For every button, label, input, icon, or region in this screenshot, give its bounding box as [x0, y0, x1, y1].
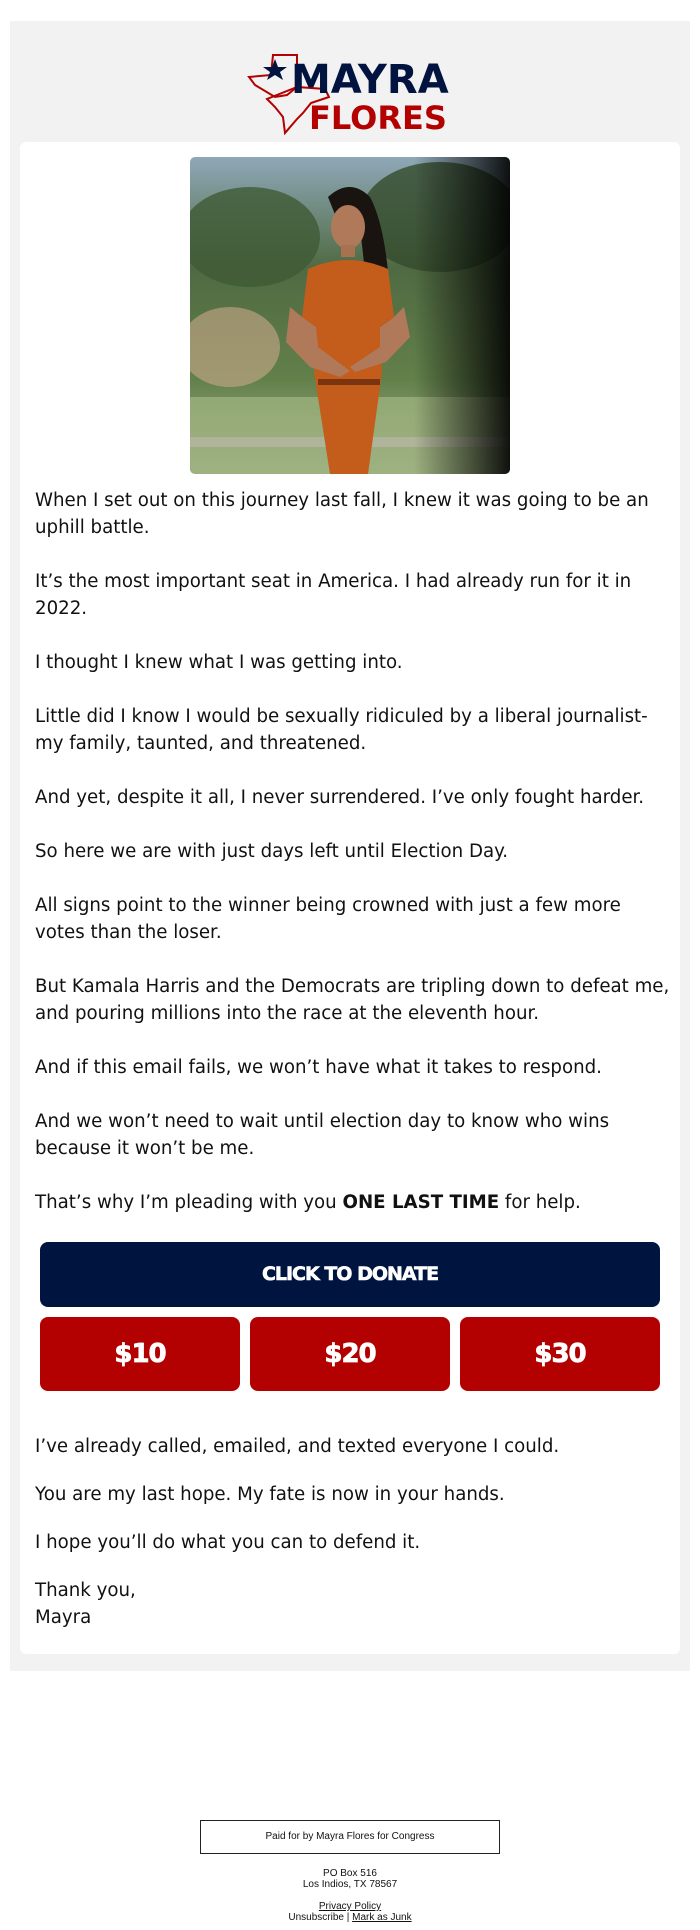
paragraph: But Kamala Harris and the Democrats are tripling down to defeat me, and pouring millions into the race at the eleventh hour.: [35, 976, 670, 1024]
paragraph: I hope you’ll do what you can to defend it.: [35, 1532, 421, 1553]
paragraph: All signs point to the winner being crowned with just a few more votes than the loser.: [35, 895, 621, 943]
paragraph: You are my last hope. My fate is now in your hands.: [35, 1484, 505, 1505]
signoff: Thank you,: [35, 1580, 136, 1601]
address-line-2: Los Indios, TX 78567: [302, 1879, 398, 1890]
plea-emphasis: ONE LAST TIME: [342, 1192, 500, 1213]
mark-as-junk-link[interactable]: Mark as Junk: [352, 1912, 412, 1923]
paragraph: And we won’t need to wait until election day to know who wins because it won’t be me.: [35, 1111, 610, 1159]
logo-first-name: MAYRA: [291, 57, 449, 103]
donate-20-button[interactable]: $20: [250, 1317, 450, 1391]
donation-amounts: [40, 1317, 660, 1391]
email-container: [10, 21, 690, 1671]
signature: Mayra: [35, 1607, 92, 1628]
logo-last-name: FLORES: [309, 99, 447, 137]
paragraph: When I set out on this journey last fall, I knew it was going to be an uphill battle.: [35, 490, 649, 538]
privacy-policy-link[interactable]: Privacy Policy: [318, 1901, 382, 1912]
paragraph: And yet, despite it all, I never surrendered. I’ve only fought harder.: [35, 787, 645, 808]
privacy-row: [0, 1901, 700, 1912]
plea-text-end: for help.: [499, 1192, 581, 1213]
email-card: [20, 142, 680, 1654]
click-to-donate-button[interactable]: CLICK TO DONATE: [40, 1242, 660, 1307]
donate-10-button[interactable]: $10: [40, 1317, 240, 1391]
unsubscribe-row: [0, 1912, 700, 1923]
paragraph: So here we are with just days left until Election Day.: [35, 841, 509, 862]
paid-for-disclaimer: Paid for by Mayra Flores for Congress: [200, 1820, 500, 1854]
paragraph-plea: [35, 1189, 675, 1216]
address-line-1: PO Box 516: [323, 1868, 377, 1879]
paragraph: It’s the most important seat in America. I had already run for it in 2022.: [35, 571, 632, 619]
paragraph: I’ve already called, emailed, and texted everyone I could.: [35, 1436, 560, 1457]
footer-separator: |: [346, 1912, 350, 1923]
candidate-portrait-photo: [190, 157, 510, 474]
paragraph: And if this email fails, we won’t have what it takes to respond.: [35, 1057, 602, 1078]
paragraph: I thought I knew what I was getting into.: [35, 652, 403, 673]
paragraph: Little did I know I would be sexually ridiculed by a liberal journalist- my family, taunted, and threatened.: [35, 706, 648, 754]
donate-30-button[interactable]: $30: [460, 1317, 660, 1391]
texas-star-logo-icon: [245, 37, 455, 137]
unsubscribe-link[interactable]: Unsubscribe: [288, 1912, 344, 1923]
header-logo[interactable]: [10, 37, 690, 137]
plea-text: That’s why I’m pleading with you: [35, 1192, 343, 1213]
